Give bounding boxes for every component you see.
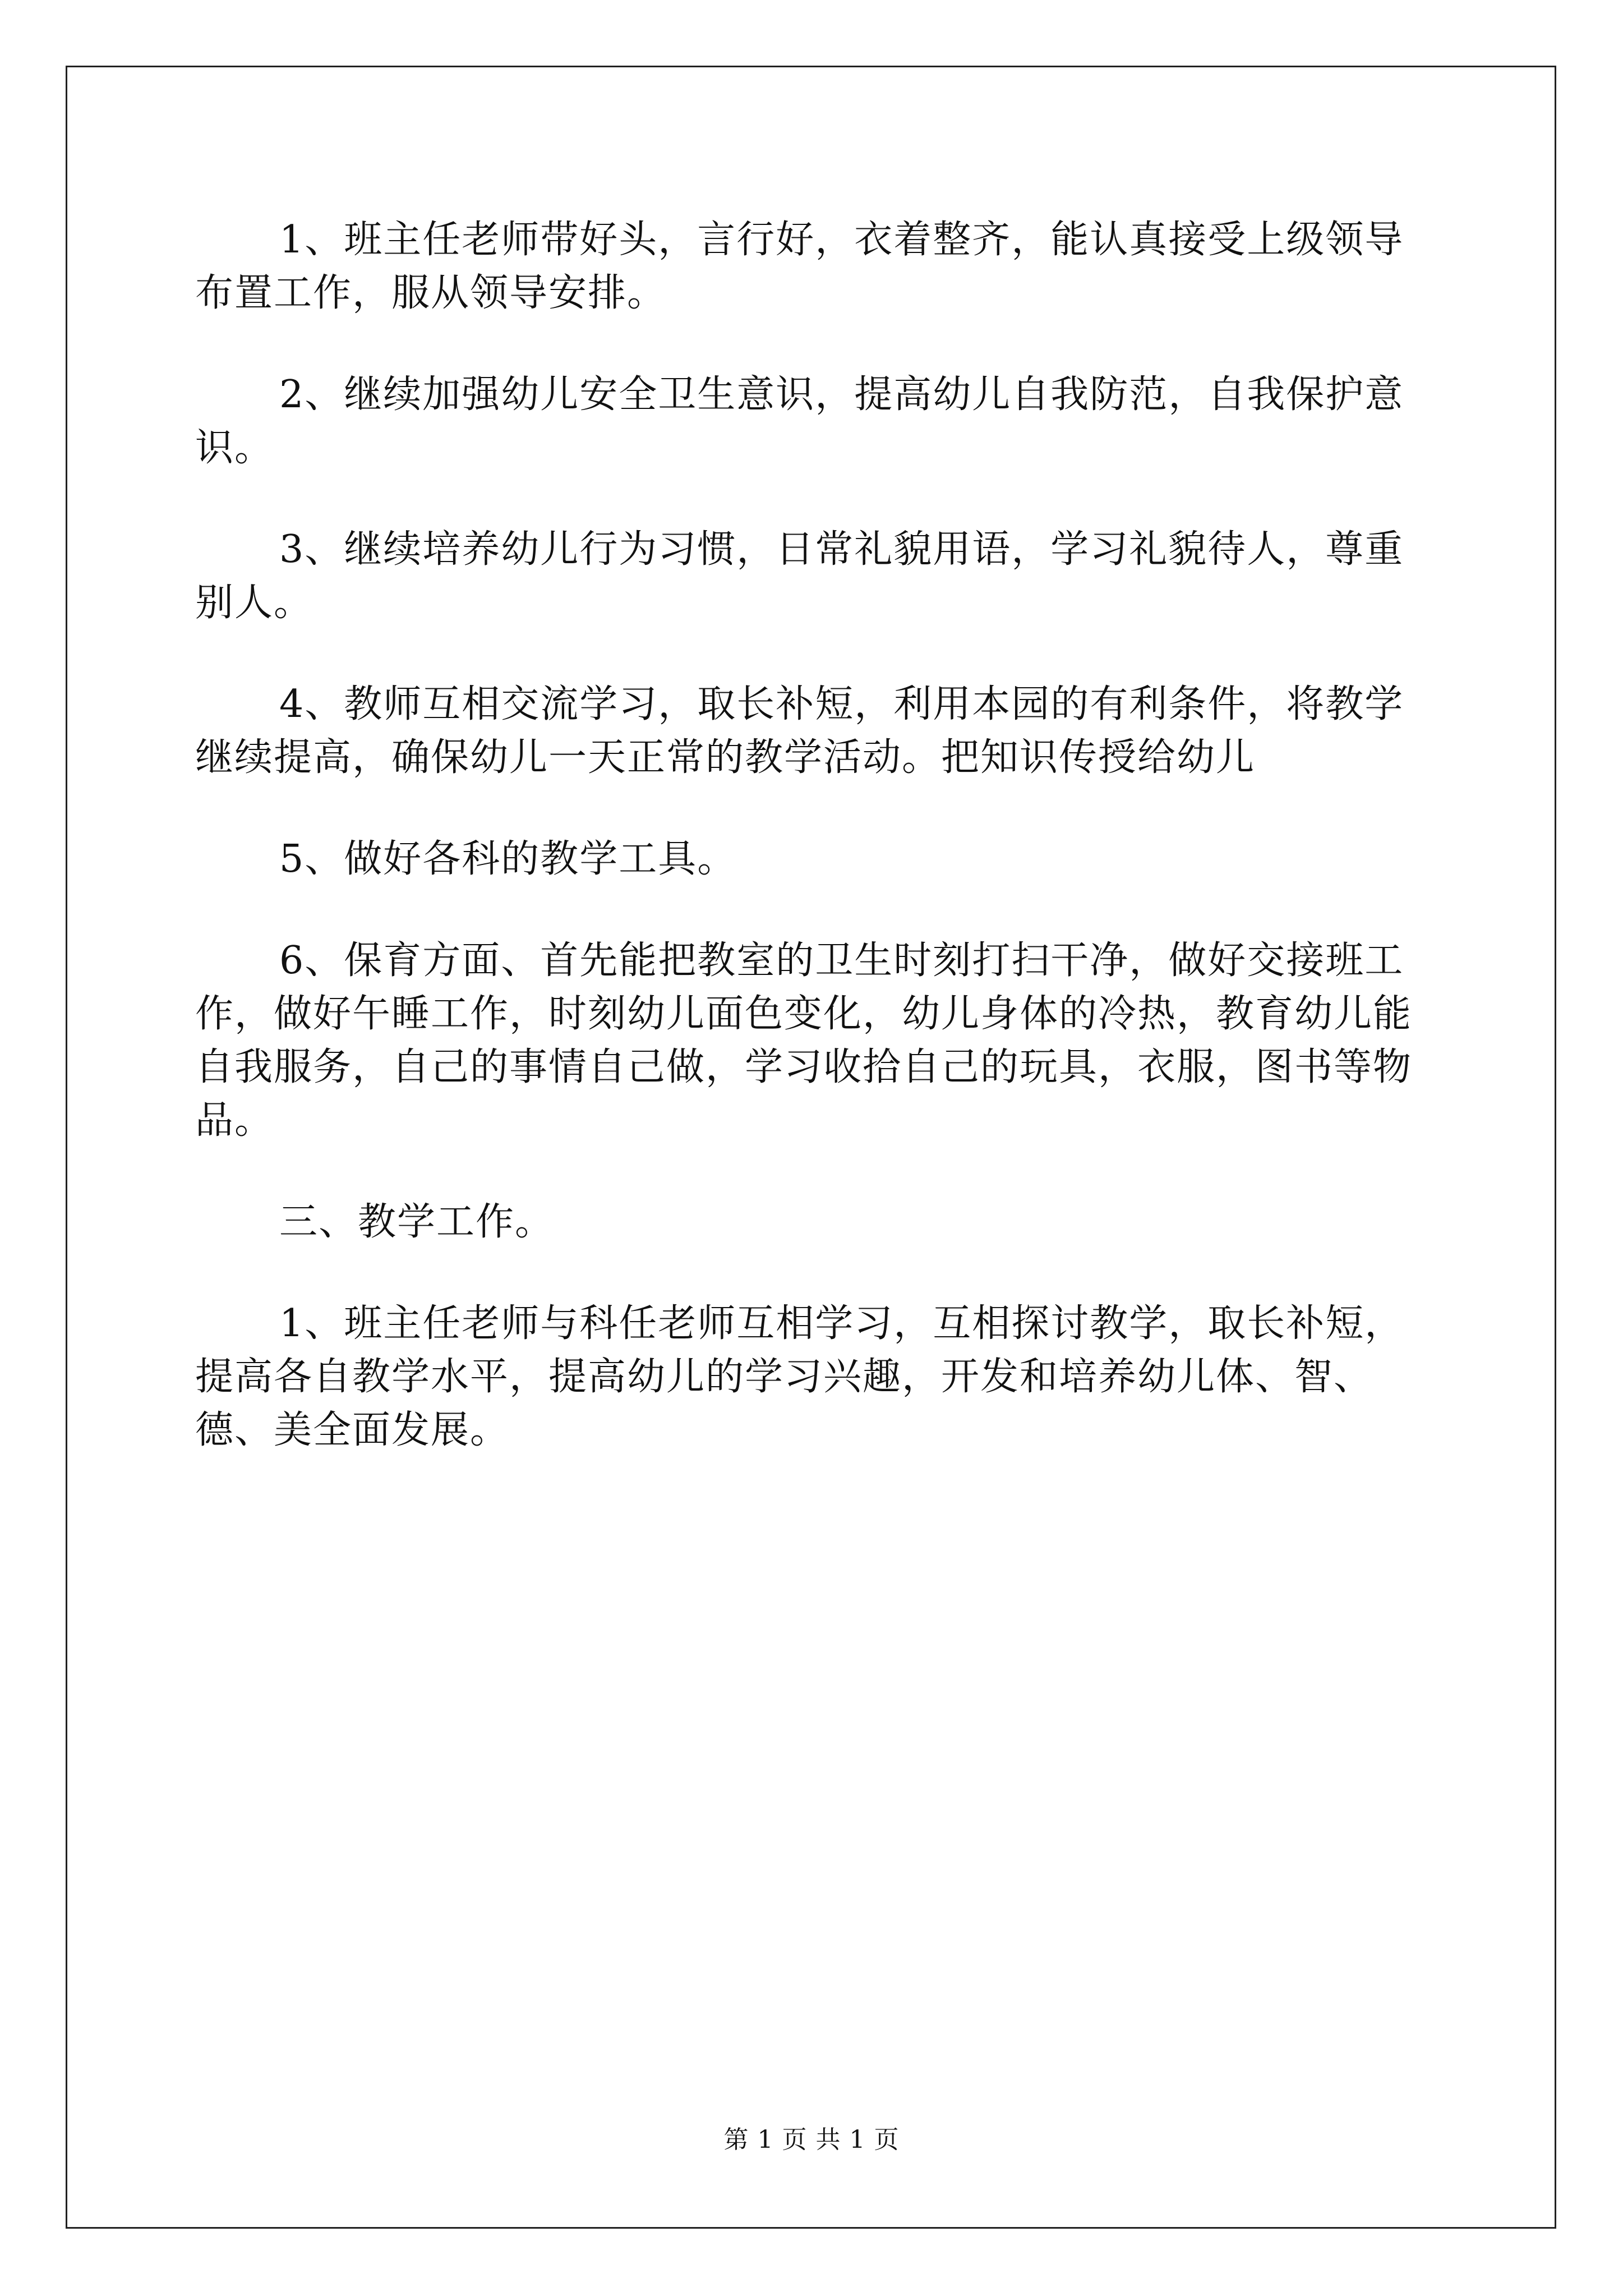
paragraph-6: 6、保育方面、首先能把教室的卫生时刻打扫干净，做好交接班工作，做好午睡工作，时刻幼儿面色变化，幼儿身体的冷热，教育幼儿能自我服务，自己的事情自己做，学习收拾自己的玩具，衣服，图书等物品。 xyxy=(195,938,1413,1143)
paragraph-7: 1、班主任老师与科任老师互相学习，互相探讨教学，取长补短，提高各自教学水平，提高幼儿的学习兴趣，开发和培养幼儿体、智、德、美全面发展。 xyxy=(195,1301,1404,1452)
paragraph-1: 1、班主任老师带好头，言行好，衣着整齐，能认真接受上级领导布置工作，服从领导安排。 xyxy=(195,218,1404,315)
paragraph-5: 5、做好各科的教学工具。 xyxy=(279,837,737,881)
paragraph-4: 4、教师互相交流学习，取长补短，利用本园的有利条件，将教学继续提高，确保幼儿一天正常的教学活动。把知识传授给幼儿 xyxy=(195,682,1404,780)
paragraph-2: 2、继续加强幼儿安全卫生意识，提高幼儿自我防范，自我保护意识。 xyxy=(195,372,1404,470)
section-heading-teaching: 三、教学工作。 xyxy=(279,1200,555,1244)
paragraph-3: 3、继续培养幼儿行为习惯，日常礼貌用语，学习礼貌待人，尊重别人。 xyxy=(195,527,1404,625)
page-number-footer: 第 1 页 共 1 页 xyxy=(723,2125,900,2154)
document-body xyxy=(195,213,1435,1505)
